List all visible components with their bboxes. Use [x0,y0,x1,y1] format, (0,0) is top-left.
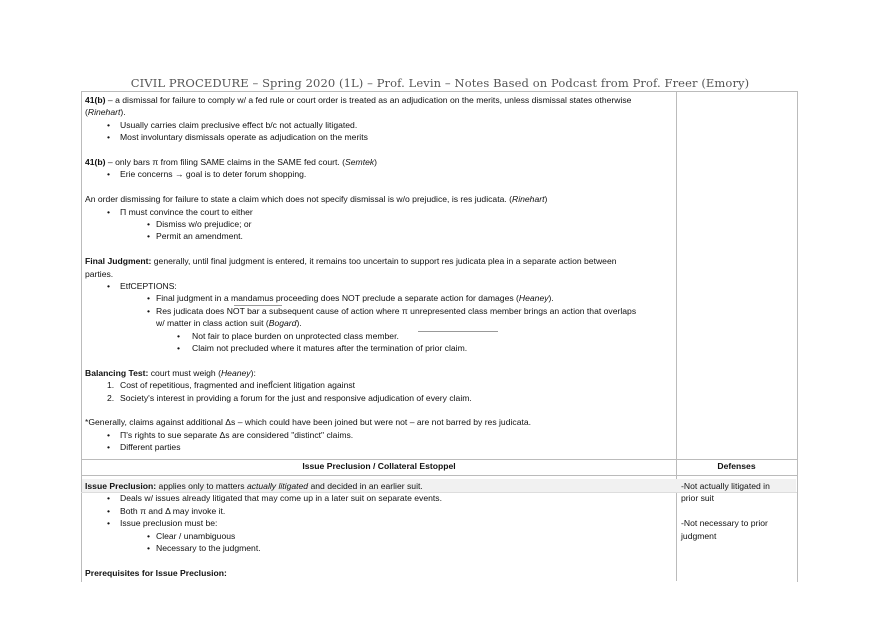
bullet-icon: • [147,543,151,553]
bullet-icon: • [107,132,111,143]
text-segment: ) [374,157,378,167]
line-text [85,567,227,579]
text-segment: – a dismissal for failure to comply w/ a fed rule or court order is treated as an adjudication on the merits, unless dismissal states otherwise [105,95,632,105]
text-segment: -Not actually litigated in [681,481,770,491]
case-name: Rinehart [87,107,121,118]
line-text [156,530,235,542]
text-segment: Different parties [120,442,181,453]
header-defenses: Defenses [717,461,756,471]
text-segment: ). [120,107,126,118]
bold-term: 41(b) [85,157,106,167]
line-text [120,131,368,143]
text-segment: judgment [681,530,717,541]
bullet-icon: • [107,119,111,130]
line-text [120,492,442,504]
bullet-icon: • [107,281,111,291]
line-text [681,530,716,542]
document-title: CIVIL PROCEDURE – Spring 2020 (1L) – Prof. Levin – Notes Based on Podcast from Prof. Freer (Emory) [130,76,750,90]
text-segment: ) [544,194,548,205]
bold-term: Balancing Test: [85,367,149,378]
line-text [85,94,631,106]
text-segment: parties. [85,268,114,279]
line-text [120,119,357,131]
text-segment: – only bars π from filing SAME claims in the SAME fed court. ( [105,157,346,167]
text-segment: *Generally, claims against additional Δs – which could have been joined but were not – are not barred by res judicata. [85,417,532,428]
header-issue-preclusion: Issue Preclusion / Collateral Estoppel [302,461,456,471]
text-segment: w/ matter in class action suit ( [156,318,269,329]
line-text [681,492,714,504]
text-segment: ( [85,107,88,118]
text-segment: applies only to matters [156,481,247,491]
bullet-icon: • [107,429,111,440]
text-segment: prior suit [681,493,714,504]
text-segment: ). [296,318,302,329]
text-segment: Usually carries claim preclusive effect b/c not actually litigated. [120,119,358,130]
row-divider [81,459,797,460]
bullet-icon: • [107,442,111,453]
line-text [85,367,256,379]
text-segment: Claim not precluded where it matures after the termination of prior claim. [192,343,468,353]
row-divider [81,475,797,476]
line-text [681,480,770,492]
line-text [85,416,531,428]
text-segment: Res judicata does NOT bar a subsequent cause of action where π unrepresented class member brings an action that overlaps [156,305,637,316]
line-text [156,218,252,230]
line-text [120,517,217,529]
text-segment: ). [548,293,554,304]
case-name: Heaney [220,367,251,378]
text-segment: Clear / unambiguous [156,530,236,541]
text-segment: Most involuntary dismissals operate as adjudication on the merits [120,132,368,143]
column-divider [676,91,677,581]
line-text [120,168,306,180]
bullet-icon: • [177,330,181,341]
bold-term: 41(b) [85,95,106,105]
text-segment: court must weigh ( [148,367,221,378]
text-segment: Cost of repetitious, fragmented and inefÎcient litigation against [120,380,356,391]
case-name: Heaney [518,293,549,304]
bullet-icon: • [107,518,111,529]
line-text [85,106,126,118]
text-segment: Π's rights to sue separate Δs are considered "distinct" claims. [120,429,354,440]
line-text [120,280,177,292]
line-text [85,255,617,267]
bullet-icon: • [147,219,151,229]
text-segment: Erie concerns → goal is to deter forum shopping. [120,169,307,180]
bold-term: Final Judgment: [85,256,152,267]
list-number: 2. [107,392,115,403]
bullet-icon: • [107,169,111,180]
bullet-icon: • [147,231,151,242]
line-text [120,206,253,218]
bullet-icon: • [147,305,151,316]
text-segment: Deals w/ issues already litigated that may come up in a later suit on separate events. [120,493,442,504]
bold-term: Issue Preclusion: [85,481,157,491]
text-segment: -Not necessary to prior [681,518,768,529]
line-text [192,342,467,354]
line-text [85,480,423,492]
text-segment: Not fair to place burden on unprotected class member. [192,330,399,341]
text-segment: ): [250,367,256,378]
text-segment: Dismiss w/o prejudice; or [156,219,252,229]
text-segment: Π must convince the court to either [120,206,253,217]
line-text [85,193,547,205]
text-segment: generally, until final judgment is entered, it remains too uncertain to support res judicata plea in a separate action between [151,256,617,267]
bullet-icon: • [147,293,151,304]
bullet-icon: • [107,206,111,217]
line-text [156,230,243,242]
case-name: Bogard [268,318,297,329]
text-segment: An order dismissing for failure to state a claim which does not specify dismissal is w/o prejudice, is res judicata. ( [85,194,512,205]
faint-line [418,331,498,332]
list-number: 1. [107,380,115,391]
line-text [156,305,636,317]
bullet-icon: • [147,530,151,541]
case-name: actually litigated [246,481,309,491]
case-name: Rinehart [512,194,545,205]
text-segment: EtfCEPTIONS: [120,281,177,291]
text-segment: Final judgment in a mandamus proceeding does NOT preclude a separate action for damages ( [156,293,519,304]
text-segment: Issue preclusion must be: [120,518,218,529]
bullet-icon: • [107,493,111,504]
bold-term: Prerequisites for Issue Preclusion: [85,567,227,578]
line-text [681,517,768,529]
text-segment: Necessary to the judgment. [156,543,261,553]
text-segment: Permit an amendment. [156,231,243,242]
line-text [192,330,399,342]
line-text [156,542,261,554]
line-text [156,292,554,304]
bullet-icon: • [177,343,181,353]
line-text [120,379,355,391]
bullet-icon: • [107,505,111,516]
text-segment: and decided in an earlier suit. [308,481,423,491]
line-text [85,268,113,280]
faint-line [234,305,282,306]
line-text [120,392,472,404]
case-name: Semtek [345,157,375,167]
text-segment: Both π and Δ may invoke it. [120,505,226,516]
line-text [120,429,353,441]
line-text [156,317,302,329]
line-text [85,156,377,168]
line-text [120,441,181,453]
text-segment: Society's interest in providing a forum for the just and responsive adjudication of every claim. [120,392,472,403]
line-text [120,505,225,517]
